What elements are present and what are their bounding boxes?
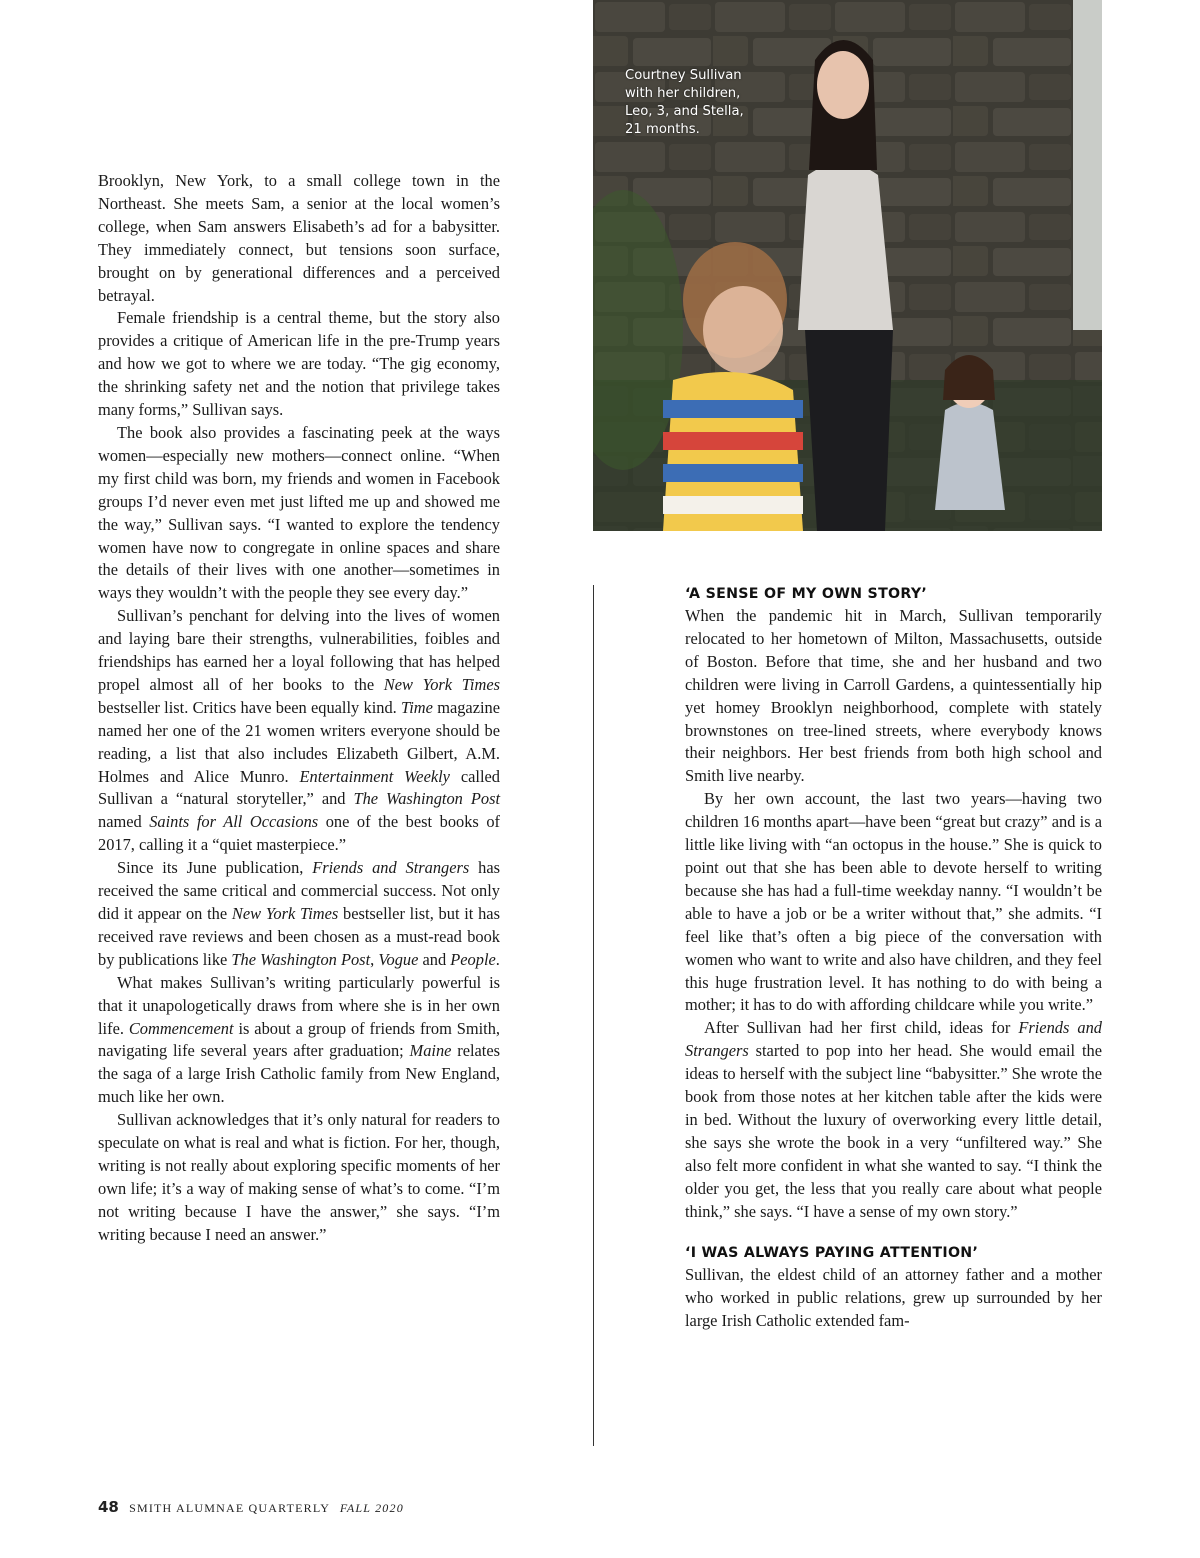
body-paragraph	[98, 1109, 500, 1246]
text-run: Sullivan, the eldest child of an attorney father and a mother who worked in public relations, grew up surrounded by her large Irish Catholic extended fam-	[685, 1265, 1102, 1331]
text-run: By her own account, the last two years—having two children 16 months apart—have been “great but crazy” and is a little like living with “an octopus in the house.” She is quick to point out that she has been able to devote herself to writing because she has had a full-time weekday nanny. “I wouldn’t be able to have a job or be a writer without that,” she admits. “I feel like that’s often a big piece of the conversation with women who want to write and also have children, and they feel this huge frustration level. It has nothing to do with being a mother; it has to do with affording childcare while you write.”	[685, 789, 1102, 1015]
italic-title: Saints for All Occasions	[149, 812, 319, 832]
italic-title: The Washington Post	[353, 789, 500, 809]
text-run: ,	[370, 949, 379, 969]
italic-title: Time	[401, 697, 433, 717]
body-paragraph	[685, 1017, 1102, 1223]
body-paragraph	[685, 1264, 1102, 1333]
italic-title: Maine	[409, 1041, 452, 1061]
text-run: Brooklyn, New York, to a small college town in the Northeast. She meets Sam, a senior at the local women’s college, when Sam answers Elisabeth’s ad for a babysitter. They immediately connect, but tensions soon surface, brought on by generational differences and a perceived betrayal.	[98, 171, 500, 305]
italic-title: Vogue	[378, 949, 419, 969]
text-run: magazine named her one of the 21 women writers everyone should be reading, a list that also includes Elizabeth Gilbert, A.M. Holmes and Alice Munro.	[98, 697, 500, 786]
text-run: one of the best books of 2017, calling it a “quiet masterpiece.”	[98, 812, 500, 855]
text-run: Since its June publication,	[117, 858, 313, 878]
italic-title: The Washington Post	[231, 949, 371, 969]
italic-title: New York Times	[383, 674, 500, 694]
issue-season: FALL 2020	[339, 1501, 404, 1515]
text-run: Sullivan’s penchant for delving into the lives of women and laying bare their strengths, vulnerabilities, foibles and friendships has earned her a loyal following that has helped propel almost all of her books to the	[98, 606, 500, 694]
photo-caption: Courtney Sullivan with her children, Leo, 3, and Stella, 21 months.	[625, 68, 744, 137]
text-run: called Sullivan a “natural storyteller,” and	[98, 766, 500, 809]
page-number: 48	[98, 1498, 119, 1516]
text-run: and	[418, 949, 451, 969]
text-run: What makes Sullivan’s writing particularly powerful is that it unapologetically draws from where she is in her own life.	[98, 972, 500, 1038]
text-run: bestseller list. Critics have been equally kind.	[98, 697, 402, 717]
text-run: bestseller list, but it has received rave reviews and been chosen as a must-read book by publications like	[98, 904, 500, 969]
section-heading: ‘A SENSE OF MY OWN STORY’	[685, 586, 928, 602]
body-paragraph	[98, 605, 500, 857]
text-run: When the pandemic hit in March, Sullivan temporarily relocated to her hometown of Milton, Massachusetts, outside of Boston. Before that time, she and her husband and two children were living in Carroll Gardens, a quintessentially hip yet homey Brooklyn neighborhood, complete with stately brownstones on tree-lined streets, where everybody knows their neighbors. Her best friends from both high school and Smith live nearby.	[685, 606, 1102, 786]
left-column	[98, 170, 500, 1247]
body-paragraph	[685, 788, 1102, 1017]
column-rule	[593, 585, 594, 1446]
right-column	[685, 583, 1102, 1333]
italic-title: Commencement	[128, 1018, 234, 1038]
body-paragraph	[98, 422, 500, 605]
text-run: The book also provides a fascinating peek at the ways women—especially new mothers—connect online. “When my first child was born, my friends and women in Facebook groups I’d never even met just lifted me up and showed me the way,” Sullivan says. “I wanted to explore the tendency women have now to congregate in online spaces and share the details of their lives with one another—sometimes in ways they wouldn’t with the people they see every day.”	[98, 422, 500, 603]
italic-title: Entertainment Weekly	[299, 766, 450, 786]
text-run: Female friendship is a central theme, but the story also provides a critique of American life in the pre-Trump years and how we got to where we are today. “The gig economy, the shrinking safety net and the notion that privilege takes many forms,” Sullivan says.	[98, 308, 500, 420]
page-footer	[98, 1498, 404, 1516]
italic-title: Friends and Strangers	[685, 1018, 1102, 1061]
italic-title: People	[450, 949, 496, 969]
italic-title: New York Times	[231, 904, 339, 923]
text-run: has received the same critical and commercial success. Not only did it appear on the	[98, 858, 500, 923]
body-paragraph	[98, 972, 500, 1109]
italic-title: Friends and Strangers	[312, 858, 470, 878]
publication-name: SMITH ALUMNAE QUARTERLY	[129, 1501, 330, 1515]
section-heading: ‘I WAS ALWAYS PAYING ATTENTION’	[685, 1245, 979, 1262]
text-run: After Sullivan had her first child, ideas for	[704, 1018, 1019, 1038]
body-paragraph	[98, 857, 500, 972]
text-run: started to pop into her head. She would email the ideas to herself with the subject line “babysitter.” She wrote the book from those notes at her kitchen table after the kids were in bed. Without the luxury of overworking every little detail, she says she wrote the book in a very “unfiltered way.” She also felt more confident in what she wanted to say. “I think the older you get, the less that you really care about what people think,” she says. “I have a sense of my own story.”	[685, 1041, 1102, 1221]
text-run: relates the saga of a large Irish Catholic family from New England, much like her own.	[98, 1041, 500, 1107]
text-run: .	[495, 949, 500, 969]
body-paragraph	[685, 605, 1102, 788]
body-paragraph	[98, 307, 500, 422]
article-photo	[593, 0, 1102, 531]
body-paragraph	[98, 170, 500, 307]
text-run: Sullivan acknowledges that it’s only natural for readers to speculate on what is real and what is fiction. For her, though, writing is not really about exploring specific moments of her own life; it’s a way of making sense of what’s to come. “I’m not writing because I have the answer,” she says. “I’m writing because I need an answer.”	[98, 1110, 500, 1244]
text-run: is about a group of friends from Smith, navigating life several years after graduation;	[98, 1018, 500, 1061]
text-run: named	[98, 812, 150, 832]
